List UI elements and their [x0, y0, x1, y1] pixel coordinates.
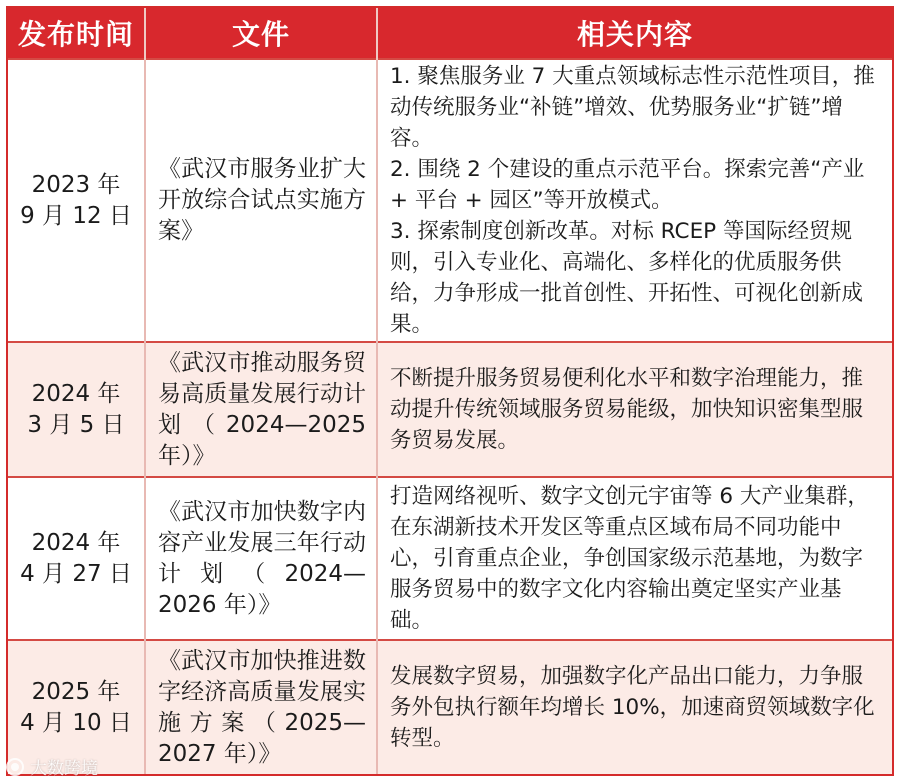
watermark — [6, 754, 98, 779]
date-year: 2024 年 — [31, 529, 121, 556]
content-item: 打造网络视听、数字文创元宇宙等 6 大产业集群，在东湖新技术开发区等重点区域布局不同功能中心，引育重点企业，争创国家级示范基地，为数字服务贸易中的数字文化内容输出奠定坚实产业基础。 — [390, 484, 869, 633]
document-cell: 《武汉市加快数字内容产业发展三年行动计划（2024—2026 年）》 — [145, 477, 377, 640]
table-row — [8, 640, 892, 774]
date-cell — [8, 59, 145, 342]
watermark-text: 大数跨境 — [30, 759, 98, 779]
table-header-row — [8, 8, 892, 59]
content-item: 2. 围绕 2 个建设的重点示范平台。探索完善“产业 + 平台 + 园区”等开放模式。 — [390, 157, 865, 213]
policy-table-container — [6, 6, 894, 776]
date-cell — [8, 342, 145, 477]
document-cell: 《武汉市服务业扩大开放综合试点实施方案》 — [145, 59, 377, 342]
content-item: 3. 探索制度创新改革。对标 RCEP 等国际经贸规则，引入专业化、高端化、多样化的优质服务供给，力争形成一批首创性、开拓性、可视化创新成果。 — [390, 219, 864, 337]
date-cell — [8, 477, 145, 640]
table-row — [8, 477, 892, 640]
content-cell — [377, 477, 892, 640]
date-year: 2025 年 — [31, 678, 121, 705]
content-cell — [377, 342, 892, 477]
date-month-day: 9 月 12 日 — [20, 202, 132, 229]
date-month-day: 4 月 27 日 — [20, 560, 132, 587]
policy-table — [8, 8, 892, 774]
content-cell — [377, 640, 892, 774]
document-cell: 《武汉市加快推进数字经济高质量发展实施方案（2025—2027 年）》 — [145, 640, 377, 774]
header-date: 发布时间 — [8, 8, 145, 59]
header-content: 相关内容 — [377, 8, 892, 59]
watermark-logo-icon — [6, 758, 24, 776]
table-row — [8, 342, 892, 477]
date-year: 2024 年 — [31, 380, 121, 407]
document-cell: 《武汉市推动服务贸易高质量发展行动计划（2024—2025 年）》 — [145, 342, 377, 477]
content-item: 发展数字贸易，加强数字化产品出口能力，力争服务外包执行额年均增长 10%，加速商贸领域数字化转型。 — [390, 664, 875, 751]
date-year: 2023 年 — [31, 171, 121, 198]
content-item: 不断提升服务贸易便利化水平和数字治理能力，推动提升传统领域服务贸易能级，加快知识密集型服务贸易发展。 — [390, 366, 864, 453]
header-document: 文件 — [145, 8, 377, 59]
content-cell — [377, 59, 892, 342]
date-month-day: 3 月 5 日 — [27, 411, 125, 438]
table-row — [8, 59, 892, 342]
content-item: 1. 聚焦服务业 7 大重点领域标志性示范性项目，推动传统服务业“补链”增效、优势服务业“扩链”增容。 — [390, 64, 875, 151]
date-month-day: 4 月 10 日 — [20, 709, 132, 736]
